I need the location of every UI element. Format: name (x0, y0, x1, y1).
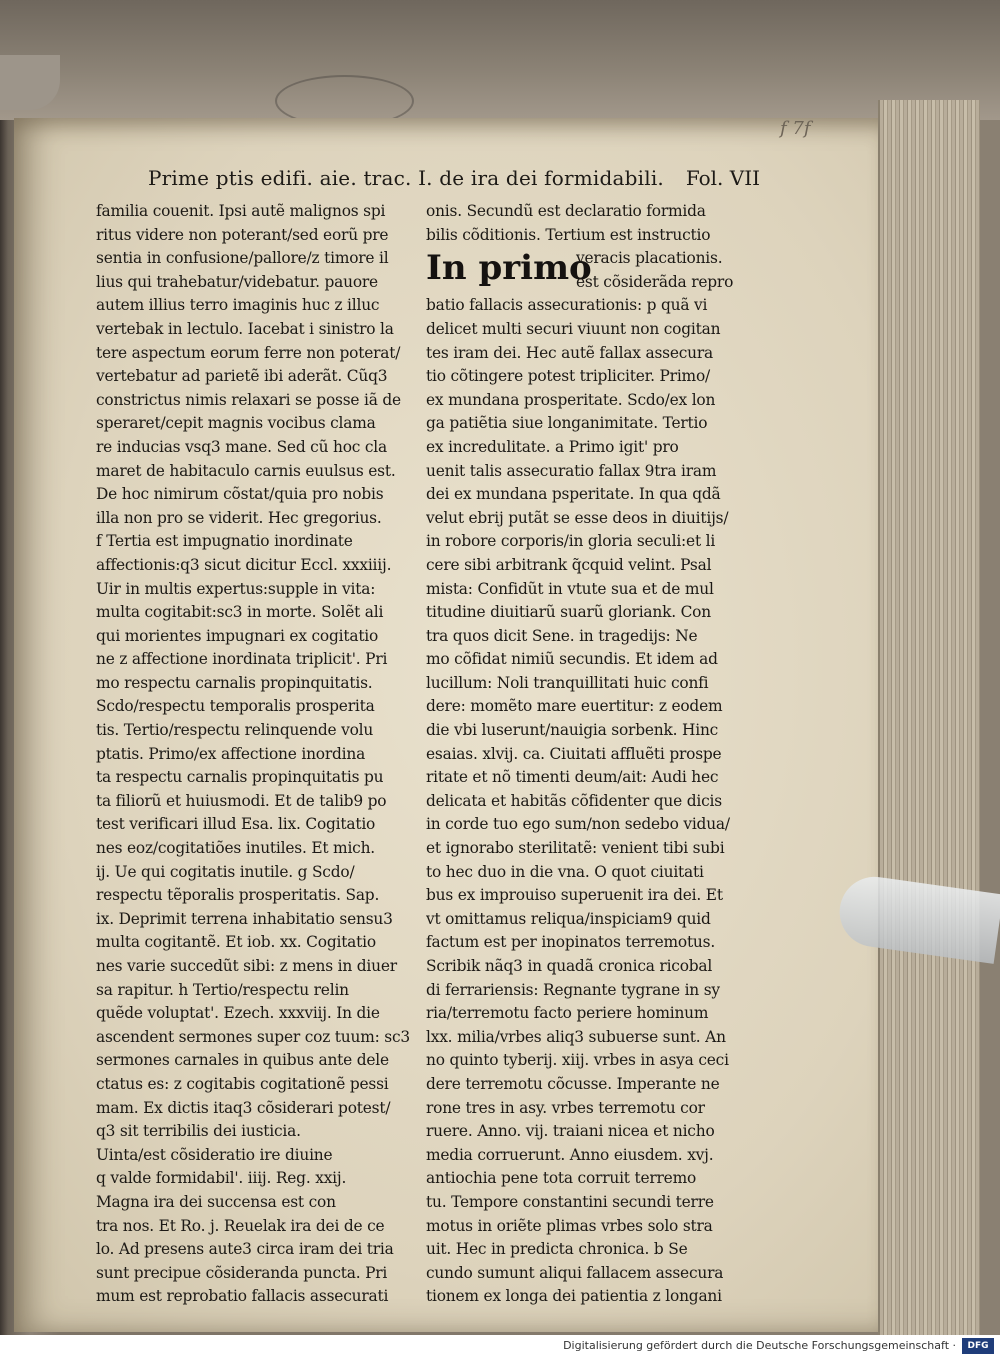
text-line: quẽde voluptat'. Ezech. xxxviij. In die (96, 1004, 380, 1023)
running-head (148, 166, 760, 196)
text-line: test verificari illud Esa. lix. Cogitatio (96, 815, 376, 834)
text-line: mo respectu carnalis propinquitatis. (96, 673, 373, 692)
text-line: nes varie succedũt sibi: z mens in diuer (96, 957, 397, 975)
text-line: mam. Ex dictis itaq3 cõsiderari potest/ (96, 1098, 391, 1117)
text-line: cere sibi arbitrank q̃cquid velint. Psal (426, 555, 712, 574)
text-line: media corruerunt. Anno eiusdem. xvj. (426, 1145, 714, 1164)
text-line: onis. Secundũ est declaratio formida (426, 202, 706, 220)
text-line: mo cõfidat nimiũ secundis. Et idem ad (426, 650, 718, 669)
text-line: batio fallacis assecurationis: p quã vi (426, 296, 708, 315)
text-line: est cõsiderãda repro (576, 272, 734, 291)
right-column (426, 200, 748, 1309)
text-line: De hoc nimirum cõstat/quia pro nobis (96, 485, 384, 504)
text-line: ptatis. Primo/ex affectione inordina (96, 744, 366, 763)
text-line: mista: Confidũt in vtute sua et de mul (426, 579, 714, 598)
text-line: tes iram dei. Hec autẽ fallax assecura (426, 343, 714, 362)
text-line: nes eoz/cogitatiões inutiles. Et mich. (96, 839, 375, 858)
text-line: tionem ex longa dei patientia z longani (426, 1287, 722, 1306)
text-line: q valde formidabil'. iiij. Reg. xxij. (96, 1169, 347, 1188)
text-line: Uir in multis expertus:supple in vita: (96, 579, 376, 598)
text-line: sunt precipue cõsideranda puncta. Pri (96, 1263, 388, 1282)
pencil-folio-note: f 7f (780, 118, 811, 139)
text-line: esaias. xlvij. ca. Ciuitati affluẽti prospe (426, 744, 722, 763)
text-line: ritate et nõ timenti deum/ait: Audi hec (426, 768, 719, 787)
text-line: antiochia pene tota corruit terremo (426, 1169, 697, 1188)
text-line: ritus videre non poterant/sed eorũ pre (96, 225, 389, 244)
text-line: uenit talis assecuratio fallax 9tra iram (426, 461, 717, 480)
text-line: illa non pro se viderit. Hec gregorius. (96, 508, 382, 527)
binding-top (0, 0, 1000, 120)
text-line: dere terremotu cõcusse. Imperante ne (426, 1074, 720, 1093)
text-line: speraret/cepit magnis vocibus clama (96, 414, 376, 433)
text-line: lo. Ad presens aute3 circa iram dei tria (96, 1240, 394, 1259)
text-line: ne z affectione inordinata triplicit'. Pri (96, 650, 388, 669)
text-line: ex incredulitate. a Primo igit' pro (426, 437, 679, 456)
text-line: multa cogitantẽ. Et iob. xx. Cogitatio (96, 933, 376, 952)
text-line: lius qui trahebatur/videbatur. pauore (96, 272, 378, 291)
text-line: Uinta/est cõsideratio ire diuine (96, 1145, 333, 1164)
text-line: affectionis:q3 sicut dicitur Eccl. xxxiiij. (96, 555, 392, 574)
text-line: rone tres in asy. vrbes terremotu cor (426, 1098, 705, 1117)
text-line: multa cogitabit:sc3 in morte. Solẽt ali (96, 603, 384, 622)
text-line: q3 sit terribilis dei iusticia. (96, 1122, 301, 1141)
text-line: vertebatur ad parietẽ ibi aderãt. Cũq3 (96, 367, 388, 386)
page-fore-edge (878, 100, 980, 1335)
text-line: Scribik nãq3 in quadã cronica ricobal (426, 957, 713, 975)
text-line: no quinto tyberij. xiij. vrbes in asya ceci (426, 1051, 729, 1070)
text-line: titudine diuitiarũ suarũ gloriank. Con (426, 603, 711, 622)
text-line: tra nos. Et Ro. j. Reuelak ira dei de ce (96, 1216, 385, 1235)
text-line: veracis placationis. (576, 249, 723, 268)
text-line: Scdo/respectu temporalis prosperita (96, 697, 375, 716)
text-line: Magna ira dei succensa est con (96, 1192, 336, 1211)
text-line: ascendent sermones super coz tuum: sc3 (96, 1027, 410, 1046)
text-line: delicata et habitãs cõfidenter que dicis (426, 791, 722, 810)
footer-bar (0, 1335, 1000, 1358)
running-head-title: Prime ptis edifi. aie. trac. I. de ira dei formidabili. (148, 166, 664, 190)
text-line: lucillum: Noli tranquillitati huic confi (426, 673, 709, 692)
text-line: lxx. milia/vrbes aliq3 subuerse sunt. An (426, 1027, 726, 1046)
text-line: tio cõtingere potest tripliciter. Primo/ (426, 367, 711, 386)
text-line: dei ex mundana psperitate. In qua qdã (426, 485, 721, 504)
text-line: ta filiorũ et huiusmodi. Et de talib9 po (96, 791, 387, 810)
text-line: sa rapitur. h Tertio/respectu relin (96, 980, 349, 999)
text-line: vertebak in lectulo. Iacebat i sinistro la (96, 319, 394, 338)
text-line: ix. Deprimit terrena inhabitatio sensu3 (96, 909, 393, 928)
text-line: vt omittamus reliqua/inspiciam9 quid (426, 909, 711, 928)
text-line: sentia in confusione/pallore/z timore il (96, 249, 389, 268)
text-line: di ferrariensis: Regnante tygrane in sy (426, 980, 720, 999)
text-line: mum est reprobatio fallacis assecurati (96, 1287, 389, 1306)
text-line: autem illius terro imaginis huc z illuc (96, 296, 380, 315)
text-line: ex mundana prosperitate. Scdo/ex lon (426, 390, 716, 409)
text-line: f Tertia est impugnatio inordinate (96, 532, 353, 551)
text-line: maret de habitaculo carnis euulsus est. (96, 461, 396, 480)
text-line: re inducias vsq3 mane. Sed cũ hoc cla (96, 437, 387, 456)
text-line: ria/terremotu facto periere hominum (426, 1004, 709, 1023)
text-line: velut ebrij putãt se esse deos in diuitijs/ (426, 508, 729, 527)
text-line: familia couenit. Ipsi autẽ malignos spi (96, 202, 386, 220)
text-line: dere: momẽto mare euertitur: z eodem (426, 697, 723, 716)
dfg-logo: DFG (962, 1338, 994, 1354)
text-line: tere aspectum eorum ferre non poterat/ (96, 343, 401, 362)
text-line: qui morientes impugnari ex cogitatio (96, 626, 379, 645)
text-line: to hec duo in die vna. O quot ciuitati (426, 862, 704, 881)
text-line: in corde tuo ego sum/non sedebo vidua/ (426, 815, 730, 834)
text-line: ta respectu carnalis propinquitatis pu (96, 768, 384, 787)
text-line: ij. Ue qui cogitatis inutile. g Scdo/ (96, 862, 355, 881)
folio-number: Fol. VII (685, 166, 760, 190)
text-line: respectu tẽporalis prosperitatis. Sap. (96, 886, 380, 905)
text-line: cundo sumunt aliqui fallacem assecura (426, 1263, 724, 1282)
dfg-credit: Digitalisierung gefördert durch die Deutsche Forschungsgemeinschaft · (563, 1339, 956, 1352)
text-line: tis. Tertio/respectu relinquende volu (96, 721, 374, 740)
text-line: motus in oriẽte plimas vrbes solo stra (426, 1216, 713, 1235)
initial-in-primo: In primo (426, 248, 592, 288)
text-line: in robore corporis/in gloria seculi:et li (426, 532, 716, 551)
text-line: bilis cõditionis. Tertium est instructio (426, 225, 711, 244)
text-line: sermones carnales in quibus ante dele (96, 1051, 389, 1070)
text-line: uit. Hec in predicta chronica. b Se (426, 1240, 688, 1259)
text-line: ctatus es: z cogitabis cogitationẽ pessi (96, 1074, 389, 1093)
text-line: ruere. Anno. vij. traiani nicea et nicho (426, 1122, 715, 1141)
text-line: constrictus nimis relaxari se posse iã de (96, 390, 401, 409)
text-line: ga patiẽtia siue longanimitate. Tertio (426, 414, 708, 433)
text-line: tra quos dicit Sene. in tragedijs: Ne (426, 626, 698, 645)
text-line: delicet multi securi viuunt non cogitan (426, 319, 721, 338)
text-line: bus ex improuiso superuenit ira dei. Et (426, 886, 723, 905)
text-line: tu. Tempore constantini secundi terre (426, 1192, 714, 1211)
text-line: et ignorabo sterilitatẽ: venient tibi subi (426, 839, 725, 858)
text-line: factum est per inopinatos terremotus. (426, 933, 716, 952)
text-line: die vbi luserunt/nauigia sorbenk. Hinc (426, 721, 719, 740)
left-column (96, 200, 418, 1309)
